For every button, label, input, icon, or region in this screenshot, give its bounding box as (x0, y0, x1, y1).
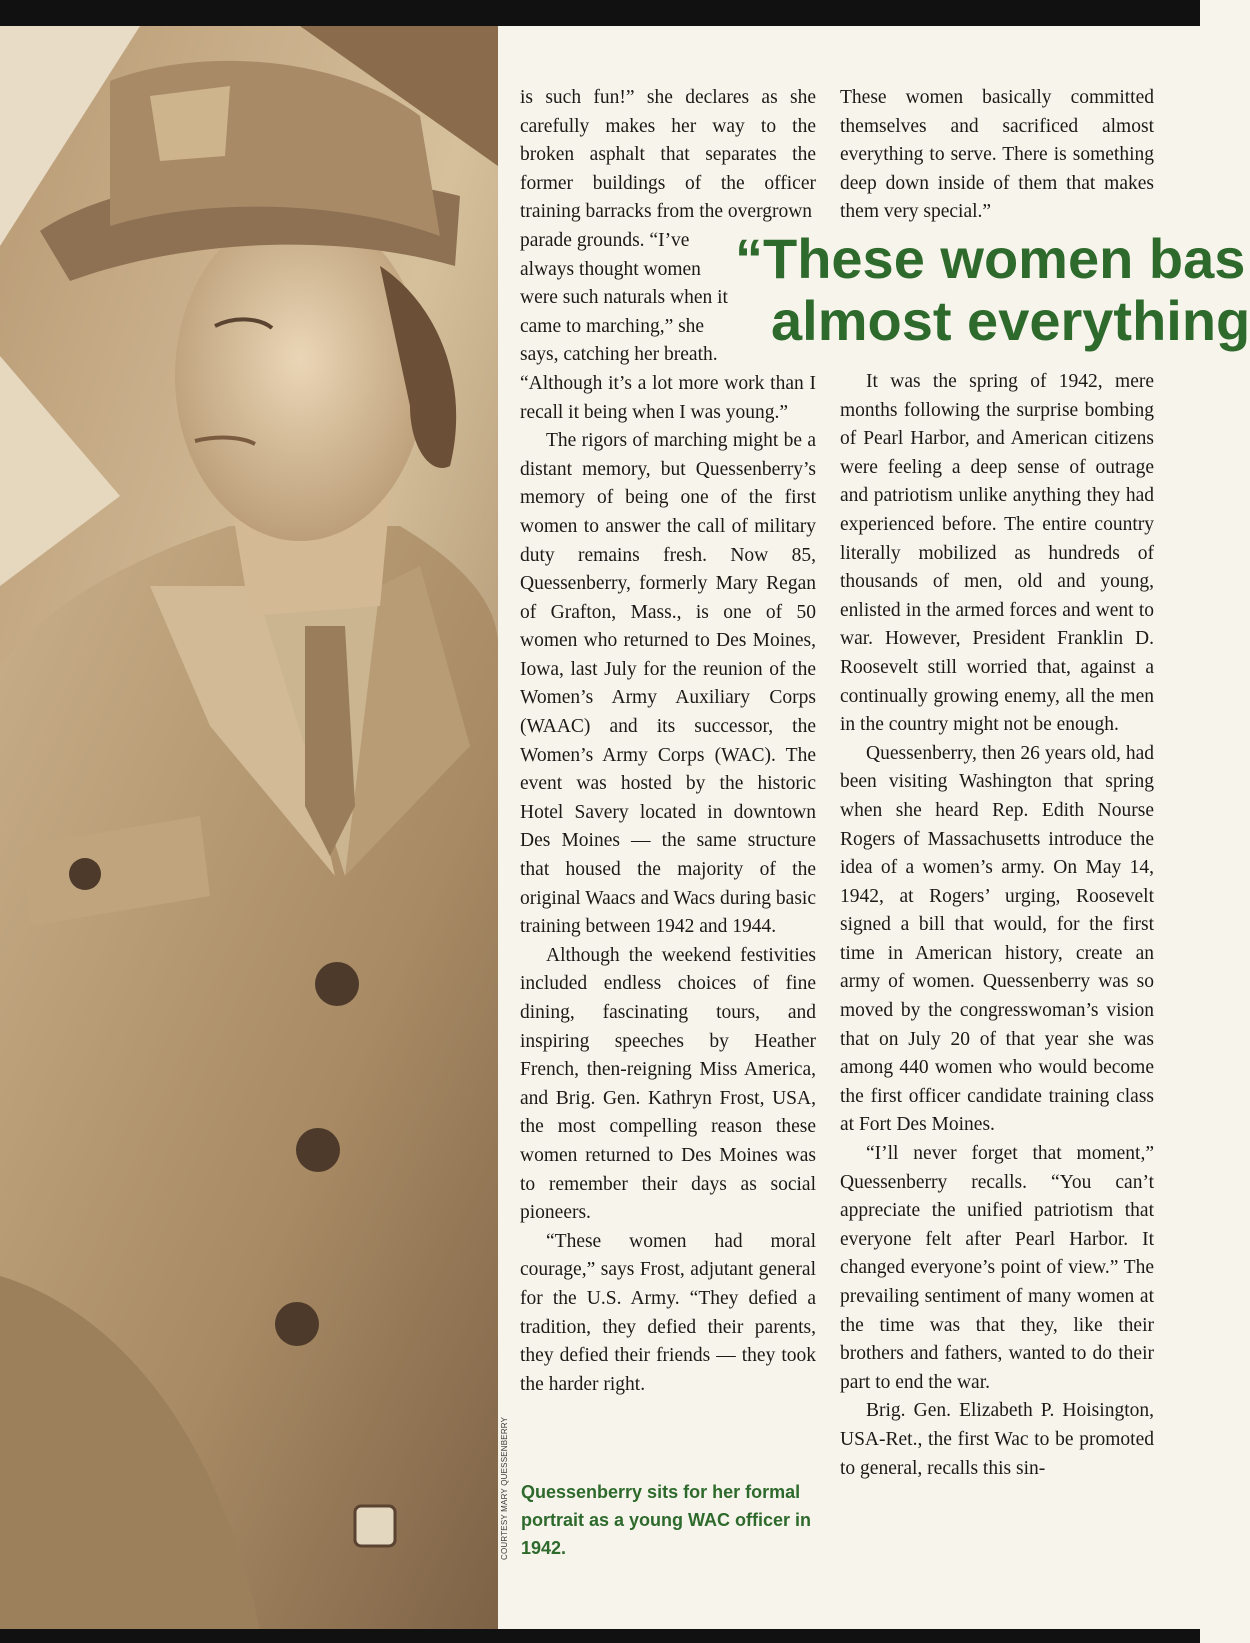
col3-paragraph-3: “I’ll never forget that moment,” Quessenberry recalls. “You can’t appreciate the unified patriotism that everyone felt after Pearl Harbor. It changed everyone’s point of view.” The prevailing sentiment of many women at the time was that they, like their brothers and fathers, wanted to do their part to end the war. (840, 1143, 1154, 1393)
top-border (0, 0, 1200, 26)
column-2-bottom (840, 368, 1154, 1483)
portrait-illustration (0, 26, 498, 1629)
col3-paragraph-1: It was the spring of 1942, mere months following the surprise bombing of Pearl Harbor, and American citizens were feeling a deep sense of outrage and patriotism unlike anything they had experienced before. The entire country literally mobilized as hundreds of thousands of men, old and young, enlisted in the armed forces and went to war. However, President Franklin D. Roosevelt still worried that, against a continually growing enemy, all the men in the country might not be enough. (840, 371, 1154, 736)
photo-caption: Quessenberry sits for her formal portrait as a young WAC officer in 1942. (521, 1482, 812, 1558)
pull-quote-line-1: “These women bas (735, 227, 1246, 290)
pull-quote-line-2: almost everything (771, 289, 1250, 352)
pull-quote (735, 227, 1250, 358)
column-2-top (840, 84, 1154, 227)
col1-paragraph-3: Although the weekend festivities included endless choices of fine dining, fascinating tours, and inspiring speeches by Heather French, then-reigning Miss America, and Brig. Gen. Kathryn Frost, USA, the most compelling reason these women returned to Des Moines was to remember their days as social pioneers. (520, 944, 816, 1224)
col1-paragraph-1: is such fun!” she declares as she carefully makes her way to the broken asphalt that separates the former buildings of the officer training barracks from the overgrown (520, 87, 816, 223)
portrait-photo (0, 26, 498, 1629)
col2-paragraph-1: These women basically committed themselves and sacrificed almost everything to serve. There is something deep down inside of them that makes them very special.” (840, 87, 1154, 223)
bottom-border (0, 1629, 1200, 1643)
col3-paragraph-2: Quessenberry, then 26 years old, had been visiting Washington that spring when she heard Rep. Edith Nourse Rogers of Massachusetts introduce the idea of a women’s army. On May 14, 1942, at Rogers’ urging, Roosevelt signed a bill that would, for the first time in American history, create an army of women. Quessenberry was so moved by the congresswoman’s vision that on July 20 of that year she was among 440 women who would become the first officer candidate training class at Fort Des Moines. (840, 742, 1154, 1136)
col1-paragraph-4: “These women had moral courage,” says Frost, adjutant general for the U.S. Army. “They defied a tradition, they defied their parents, they defied their friends — they took the harder right. (520, 1230, 816, 1395)
col1-paragraph-1-wrap: parade grounds. “I’ve always thought women were such naturals when it came to marching,” she says, catching her breath. (520, 229, 728, 366)
col1-paragraph-1-end: “Although it’s a lot more work than I recall it being when I was young.” (520, 372, 816, 423)
col3-paragraph-4: Brig. Gen. Elizabeth P. Hoisington, USA-Ret., the first Wac to be promoted to general, recalls this sin- (840, 1400, 1154, 1479)
col1-paragraph-2: The rigors of marching might be a distant memory, but Quessenberry’s memory of being one of the first women to answer the call of military duty remains fresh. Now 85, Quessenberry, formerly Mary Regan of Grafton, Mass., is one of 50 women who returned to Des Moines, Iowa, last July for the reunion of the Women’s Army Auxiliary Corps (WAAC) and its successor, the Women’s Army Corps (WAC). The event was hosted by the historic Hotel Savery located in downtown Des Moines — the same structure that housed the majority of the original Waacs and Wacs during basic training between 1942 and 1944. (520, 430, 816, 938)
